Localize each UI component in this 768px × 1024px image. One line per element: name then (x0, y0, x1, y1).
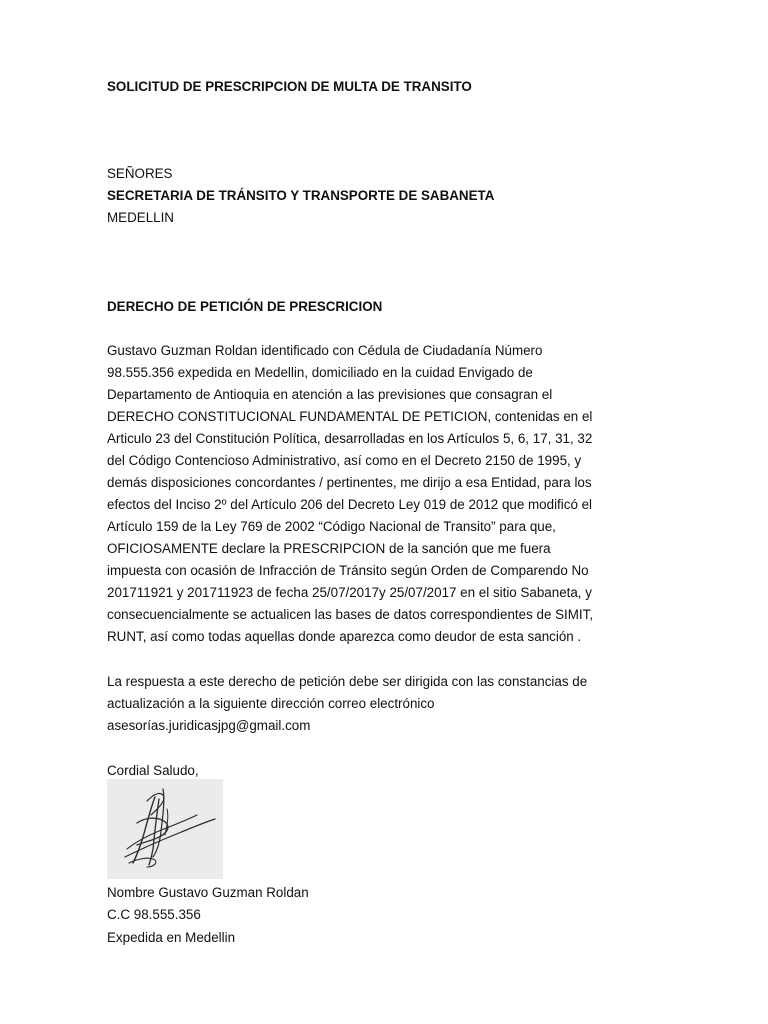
body-line: Gustavo Guzman Roldan identificado con Cédula de Ciudadanía Número (107, 343, 543, 358)
document-title: SOLICITUD DE PRESCRIPCION DE MULTA DE TRANSITO (107, 79, 472, 94)
body-line: Departamento de Antioquia en atención a las previsiones que consagran el (107, 387, 553, 402)
body-line: del Código Contencioso Administrativo, así como en el Decreto 2150 de 1995, y (107, 453, 582, 468)
signer-id: C.C 98.555.356 (107, 907, 201, 922)
email-address: asesorías.juridicasjpg@gmail.com (107, 718, 311, 733)
response-line: La respuesta a este derecho de petición debe ser dirigida con las constancias de (107, 674, 588, 689)
body-line: demás disposiciones concordantes / pertinentes, me dirijo a esa Entidad, para los (107, 475, 592, 490)
body-line: 201711921 y 201711923 de fecha 25/07/2017y 25/07/2017 en el sitio Sabaneta, y (107, 585, 592, 600)
body-line: consecuencialmente se actualicen las bases de datos correspondientes de SIMIT, (107, 607, 594, 622)
addressee-entity: SECRETARIA DE TRÁNSITO Y TRANSPORTE DE SABANETA (107, 188, 495, 203)
body-line: DERECHO CONSTITUCIONAL FUNDAMENTAL DE PETICION, contenidas en el (107, 409, 593, 424)
closing-salutation: Cordial Saludo, (107, 763, 199, 778)
addressee-city: MEDELLIN (107, 210, 174, 225)
addressee-salutation: SEÑORES (107, 166, 173, 181)
body-line: efectos del Inciso 2º del Artículo 206 del Decreto Ley 019 de 2012 que modificó el (107, 497, 593, 512)
signature-image (107, 779, 223, 879)
body-line: impuesta con ocasión de Infracción de Tránsito según Orden de Comparendo No (107, 563, 589, 578)
signer-issued: Expedida en Medellin (107, 930, 236, 945)
body-line: Artículo 159 de la Ley 769 de 2002 “Código Nacional de Transito” para que, (107, 519, 556, 534)
body-line: OFICIOSAMENTE declare la PRESCRIPCION de la sanción que me fuera (107, 541, 551, 556)
body-line: RUNT, así como todas aquellas donde aparezca como deudor de esta sanción . (107, 629, 582, 644)
document-subject: DERECHO DE PETICIÓN DE PRESCRICION (107, 299, 383, 314)
signer-name: Nombre Gustavo Guzman Roldan (107, 885, 309, 900)
response-line: actualización a la siguiente dirección correo electrónico (107, 696, 435, 711)
body-line: 98.555.356 expedida en Medellin, domiciliado en la cuidad Envigado de (107, 365, 533, 380)
body-line: Articulo 23 del Constitución Política, desarrolladas en los Artículos 5, 6, 17, 31, 32 (107, 431, 593, 446)
